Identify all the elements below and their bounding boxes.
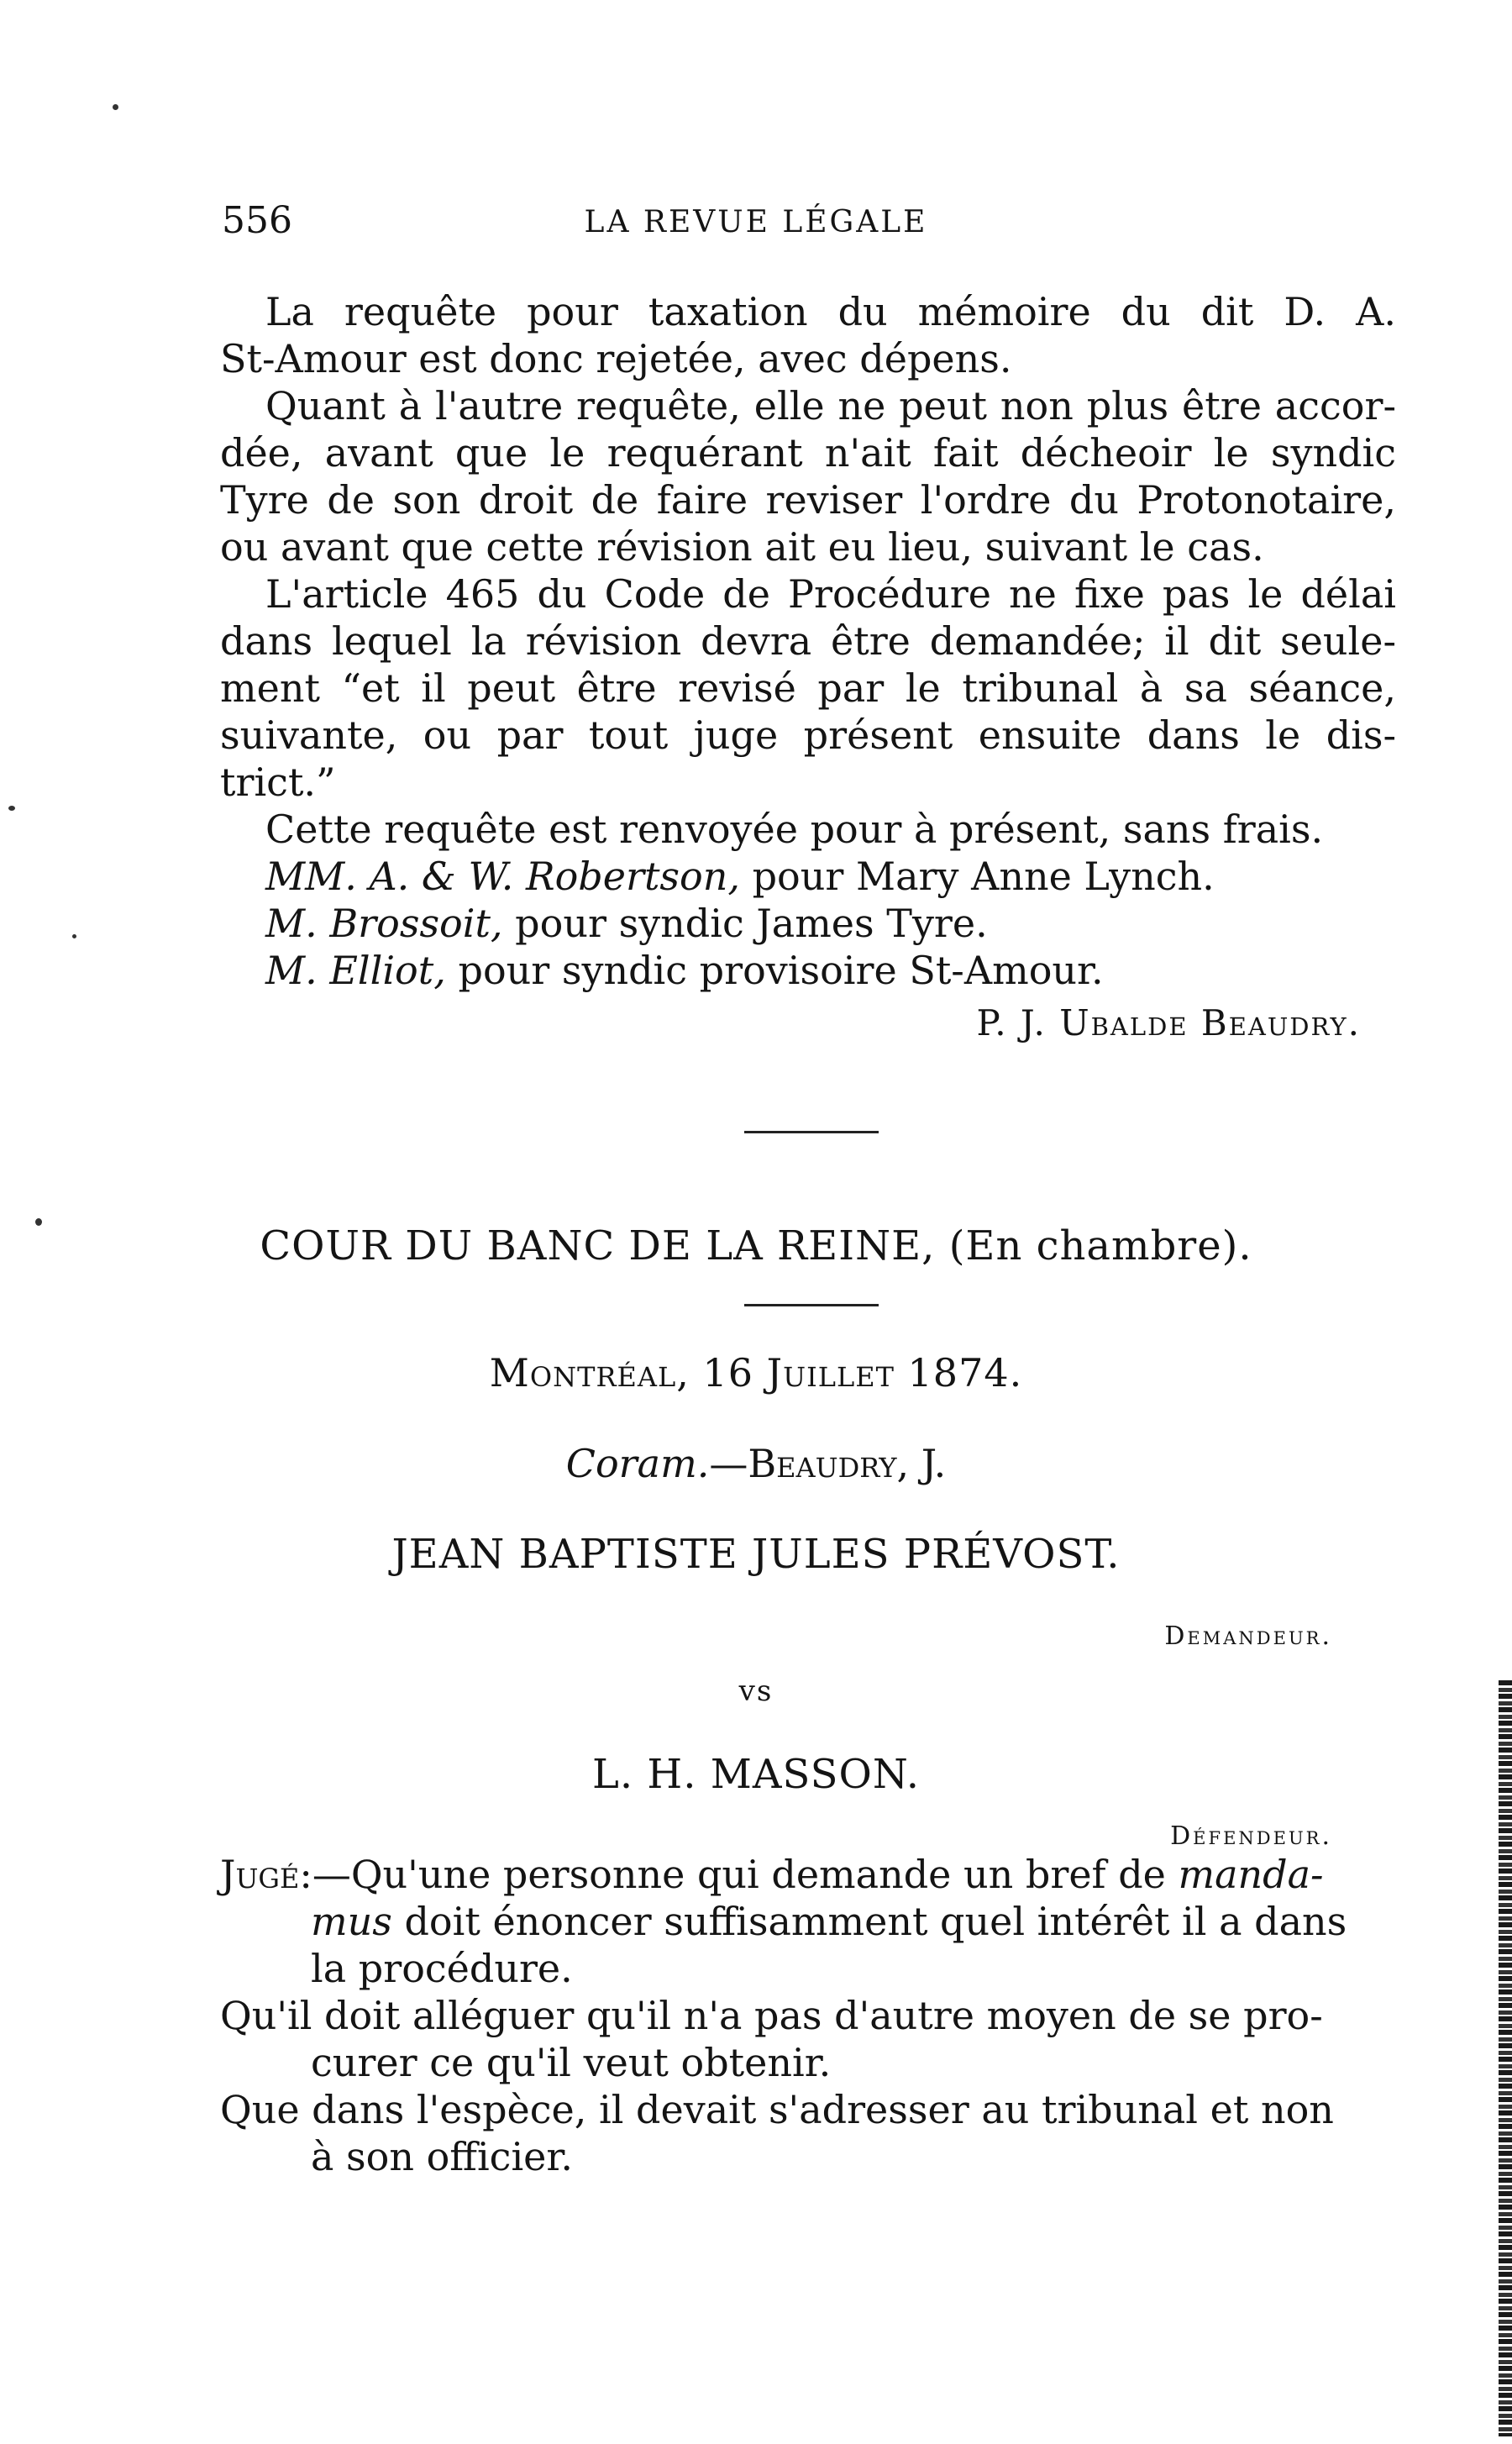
headnote-line: la procédure. xyxy=(311,1946,573,1991)
coram-label: Coram. xyxy=(565,1441,710,1486)
headnote-line: à son officier. xyxy=(311,2134,573,2179)
scan-edge xyxy=(1499,1680,1512,2436)
date-line: Montréal, 16 Juillet 1874. xyxy=(489,1350,1023,1395)
headnote-line: Qu'il doit alléguer qu'il n'a pas d'autre moyen de se pro- xyxy=(220,1993,1323,2038)
versus: vs xyxy=(738,1674,774,1708)
defendant-role: Défendeur. xyxy=(1170,1821,1332,1851)
counsel-role: pour Mary Anne Lynch. xyxy=(739,854,1215,899)
paragraph-line: trict.” xyxy=(220,759,336,805)
held-label: Jugé xyxy=(220,1852,300,1897)
section-divider xyxy=(744,1304,879,1306)
paragraph-line: ment “et il peut être revisé par le tribunal à sa séance, xyxy=(220,665,1396,711)
paragraph-line: L'article 465 du Code de Procédure ne fixe pas le délai xyxy=(265,571,1396,617)
defendant-name: L. H. MASSON. xyxy=(591,1751,921,1798)
paragraph-line: St-Amour est donc rejetée, avec dépens. xyxy=(220,336,1012,381)
judge-signature: P. J. Ubalde Beaudry. xyxy=(976,1002,1361,1043)
counsel-line xyxy=(220,947,1396,994)
section-divider xyxy=(744,1131,879,1133)
paragraph-line: Cette requête est renvoyée pour à présent, sans frais. xyxy=(265,807,1324,852)
plaintiff-role: Demandeur. xyxy=(1164,1621,1332,1651)
paragraph-line: dée, avant que le requérant n'ait fait décheoir le syndic xyxy=(220,430,1396,476)
headnote-line: curer ce qu'il veut obtenir. xyxy=(311,2040,832,2085)
scan-speck xyxy=(35,1218,42,1226)
paragraph-line: Tyre de son droit de faire reviser l'ordre du Protonotaire, xyxy=(220,477,1396,523)
scan-speck xyxy=(113,104,118,110)
plaintiff-name: JEAN BAPTISTE JULES PRÉVOST. xyxy=(391,1531,1121,1578)
paragraph-line: Quant à l'autre requête, elle ne peut non plus être accor- xyxy=(265,383,1396,428)
counsel-name: M. Brossoit, xyxy=(265,901,503,946)
running-title: LA REVUE LÉGALE xyxy=(584,205,928,239)
counsel-name: M. Elliot, xyxy=(265,948,446,993)
court-heading: COUR DU BANC DE LA REINE, (En chambre). xyxy=(260,1222,1252,1269)
coram-judge: —Beaudry, J. xyxy=(709,1441,947,1486)
judgment-text xyxy=(220,288,1396,994)
headnote-line: mus doit énoncer suffisamment quel intérêt il a dans xyxy=(311,1899,1347,1944)
scan-speck xyxy=(72,934,76,938)
counsel-name: MM. A. & W. Robertson, xyxy=(265,854,740,899)
paragraph-line: dans lequel la révision devra être demandée; il dit seule- xyxy=(220,618,1396,664)
headnote-line: Jugé:—Qu'une personne qui demande un bref de manda- xyxy=(220,1852,1324,1897)
headnote xyxy=(220,1851,1396,2180)
paragraph-line: ou avant que cette révision ait eu lieu, suivant le cas. xyxy=(220,524,1264,570)
counsel-role: pour syndic provisoire St-Amour. xyxy=(445,948,1104,993)
counsel-line xyxy=(220,853,1396,900)
paragraph-line: suivante, ou par tout juge présent ensuite dans le dis- xyxy=(220,712,1396,758)
counsel-role: pour syndic James Tyre. xyxy=(502,901,988,946)
counsel-line xyxy=(220,900,1396,947)
coram-line xyxy=(0,1439,1512,1488)
paragraph-line: La requête pour taxation du mémoire du dit D. A. xyxy=(265,289,1396,334)
scan-speck xyxy=(8,806,15,811)
page-number: 556 xyxy=(222,199,292,242)
headnote-line: Que dans l'espèce, il devait s'adresser au tribunal et non xyxy=(220,2087,1334,2132)
